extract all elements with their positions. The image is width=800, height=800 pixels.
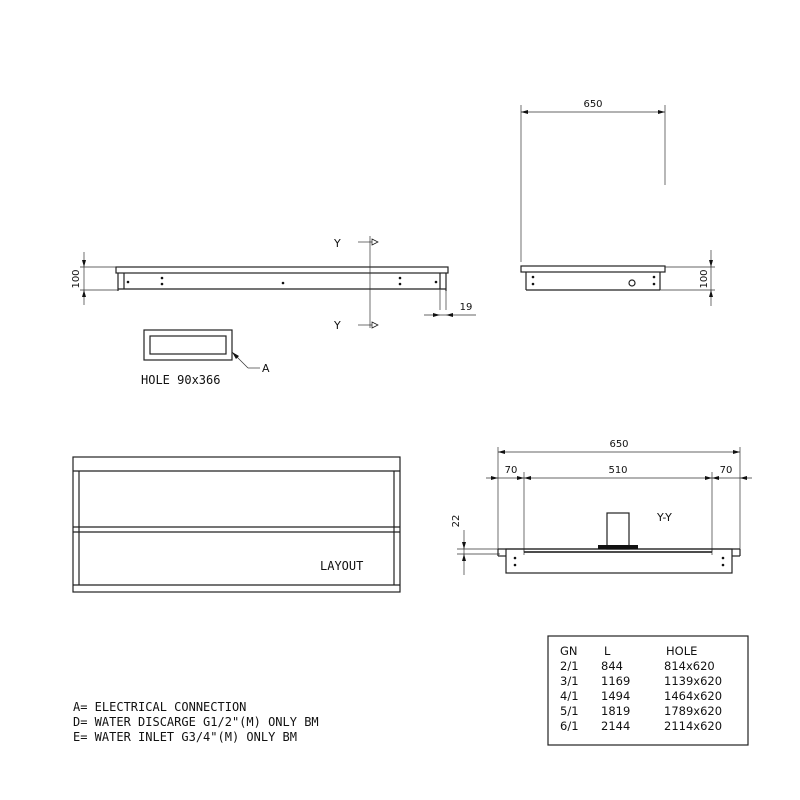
section-marker-top: Y [334,237,341,250]
dim-right-height: 100 [699,269,710,289]
end-view [521,99,715,306]
table-header-hole: HOLE [666,644,698,658]
legend-line-e: E= WATER INLET G3/4"(M) ONLY BM [73,730,297,744]
table-cell: 5/1 [560,704,579,718]
side-view [71,236,476,332]
table-cell: 1169 [601,674,631,688]
dim-flange: 19 [459,302,473,313]
section-view [451,439,752,575]
table-cell: 2/1 [560,659,579,673]
dim-top-width: 650 [583,99,603,110]
section-marker-bottom: Y [334,319,341,332]
hole-detail [141,330,270,387]
table-header-l: L [604,644,611,658]
callout-a: A [262,362,270,375]
table-cell: 814x620 [664,659,715,673]
legend [73,700,319,744]
section-label: Y-Y [657,511,672,524]
table-cell: 3/1 [560,674,579,688]
table-cell: 6/1 [560,719,579,733]
table-cell: 2144 [601,719,631,733]
table-cell: 1819 [601,704,631,718]
dim-side-height: 100 [71,269,82,289]
dim-section-left: 70 [504,465,518,476]
dim-section-mid: 510 [608,465,628,476]
table-cell: 1139x620 [664,674,723,688]
dim-section-depth: 22 [451,514,462,528]
hole-label: HOLE 90x366 [141,373,221,387]
legend-line-a: A= ELECTRICAL CONNECTION [73,700,247,714]
dim-section-total: 650 [609,439,629,450]
table-cell: 1494 [601,689,631,703]
table-cell: 2114x620 [664,719,723,733]
table-cell: 1464x620 [664,689,723,703]
legend-line-d: D= WATER DISCARGE G1/2"(M) ONLY BM [73,715,319,729]
table-header-gn: GN [560,644,578,658]
table-cell: 4/1 [560,689,579,703]
table-cell: 844 [601,659,623,673]
table-cell: 1789x620 [664,704,723,718]
layout-label: LAYOUT [320,559,364,573]
layout-view [73,457,400,592]
dim-section-right: 70 [719,465,733,476]
size-table [548,636,748,745]
